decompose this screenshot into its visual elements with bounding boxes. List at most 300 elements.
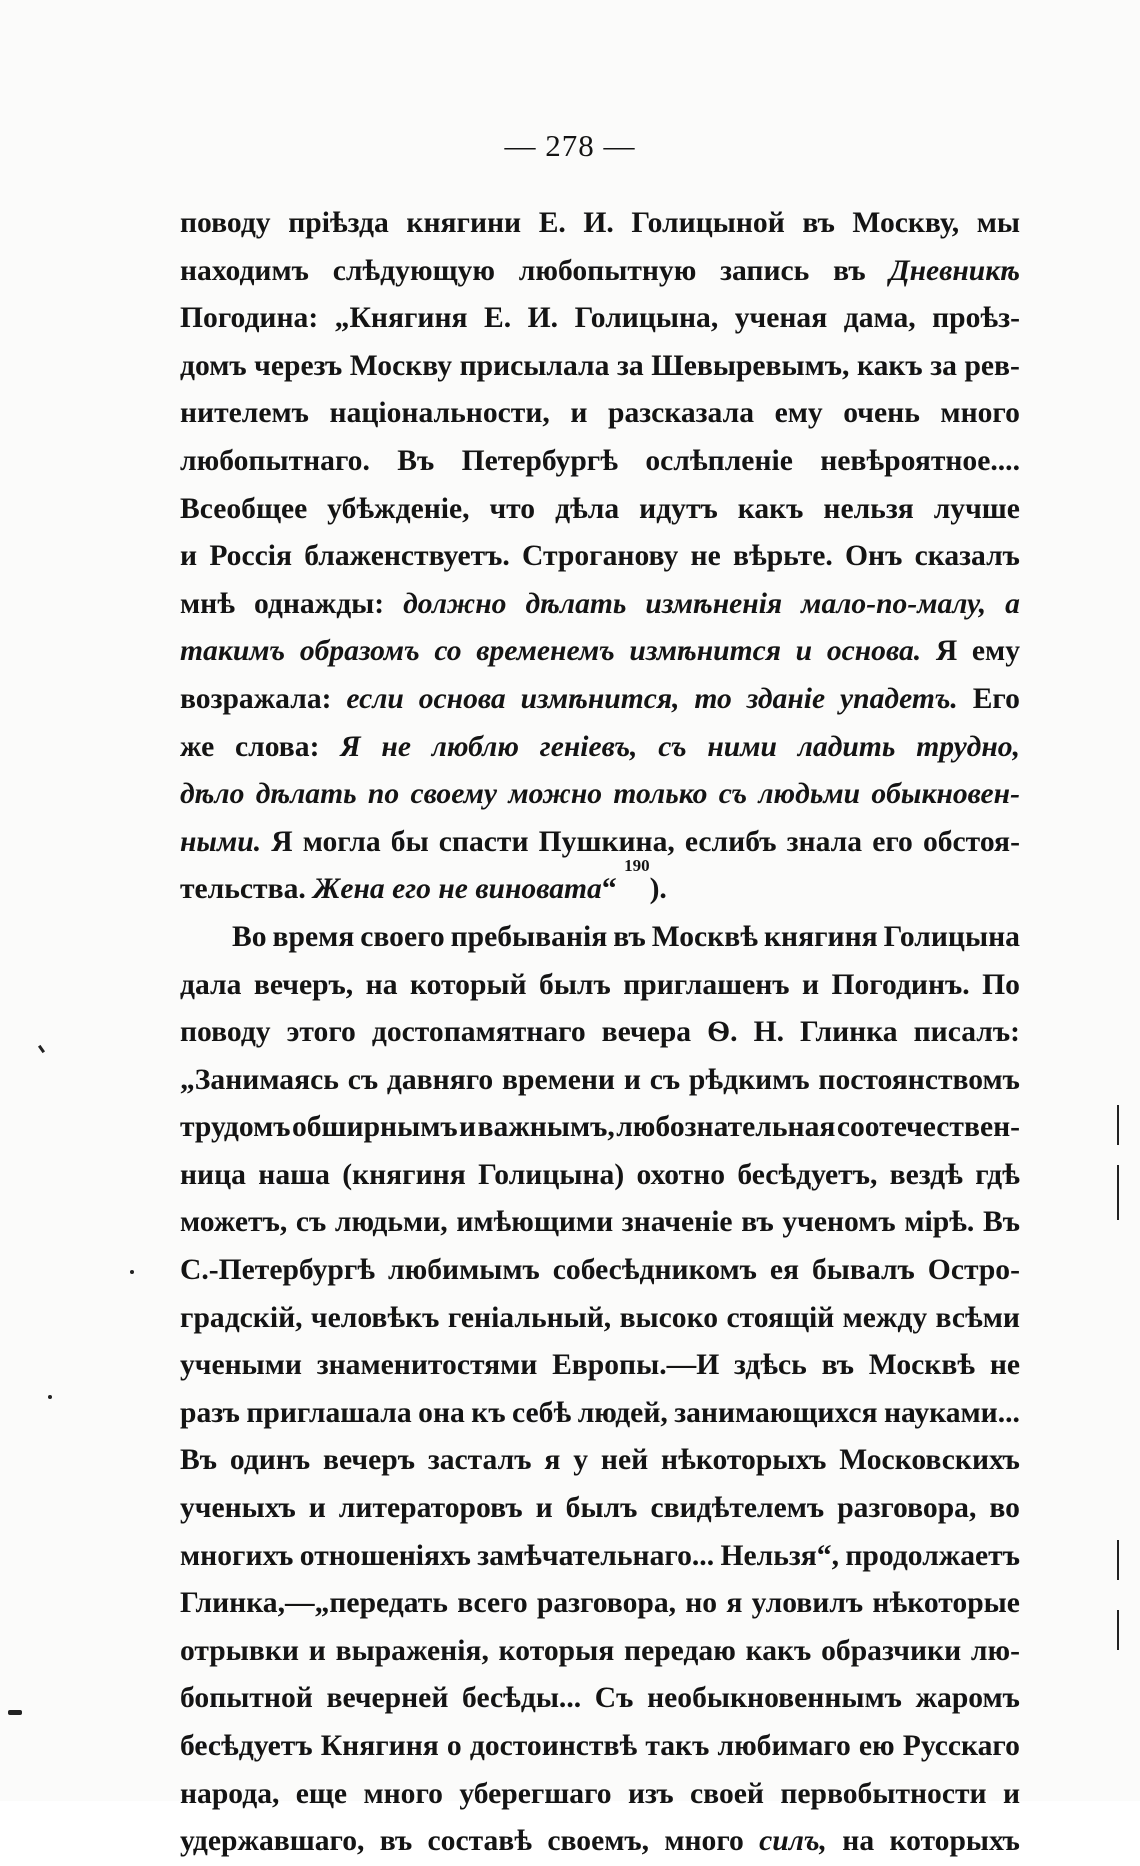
text-line [180,1104,1020,1152]
word: Россiя [209,540,292,573]
word: бы [390,825,429,858]
word: дама, [843,302,916,335]
word: сказалъ [914,540,1020,573]
word: Русскаго [902,1730,1020,1762]
word: Погодинъ. [831,968,970,1001]
text-line [180,962,1020,1010]
word: нацiональности, [329,397,550,430]
word: (княгиня [342,1158,466,1191]
word: княгиня [763,920,878,953]
word: трудомъ [180,1111,291,1144]
word: гдѣ [975,1158,1020,1191]
text-line [180,1485,1020,1533]
word: Съ [594,1682,634,1715]
word: бопытной [180,1682,313,1715]
word: зналa [786,825,863,858]
italic-word: основа [418,682,506,715]
word: Въ [397,444,435,477]
word: еслибъ [684,825,777,858]
word: которыя [498,1634,615,1667]
word: какъ [737,492,804,525]
word: его [872,825,913,858]
word: ). [649,873,667,906]
text-line [180,295,1020,343]
italic-word: такимъ [180,635,286,668]
word: составѣ [427,1825,533,1858]
italic-word: съ [658,730,687,763]
italic-word: измѣнится, [520,682,680,715]
word: ница [180,1158,246,1191]
word: мнѣ [180,587,235,620]
word: любознательная [616,1111,836,1144]
word: вечеръ, [253,968,354,1001]
word: былъ [539,968,611,1001]
word: бесѣды... [462,1682,582,1715]
word: былъ [565,1492,638,1525]
italic-word: измѣнится [629,635,781,668]
word: Я [935,635,958,668]
word: значенiе [621,1206,733,1239]
word: черезъ [254,349,343,382]
word: домъ [180,349,247,382]
word: вѣрьте. [732,540,833,573]
word: въ [833,254,866,287]
italic-word: силъ, [759,1825,827,1858]
text-line [180,1437,1020,1485]
italic-word: основа. [826,635,922,668]
word: важнымъ, [477,1111,615,1144]
word: передаю [624,1634,736,1667]
word: въ [802,207,835,239]
word: своемъ, [547,1825,650,1858]
word: много [363,1777,443,1810]
word: и [459,1111,477,1144]
word: себѣ [512,1396,572,1429]
word: дала [180,968,242,1001]
word: Я [271,825,293,858]
word: Голицыной [631,207,785,239]
word: и [308,1634,326,1667]
word: Пушкина, [538,825,675,858]
word: между [842,1301,928,1334]
scan-dot [48,1395,52,1399]
italic-word: зданiе [746,682,826,715]
word: который [409,968,527,1001]
word: образчики [821,1634,962,1667]
text-line [180,628,1020,676]
text-line [180,1390,1020,1438]
word: Въ [982,1206,1020,1239]
word: можетъ, [180,1206,288,1239]
word: бесѣдуетъ [180,1730,313,1762]
italic-word: по [367,778,400,811]
word: вечеръ [323,1444,415,1477]
text-line [180,819,1020,867]
word: собесѣдникомъ [552,1254,757,1287]
word: человѣкъ [310,1301,440,1334]
word: здѣсь [733,1349,807,1382]
word: идутъ [639,492,718,525]
word: людей, [577,1396,668,1429]
word: любопытную [518,254,697,287]
italic-word: должно [403,587,507,620]
word: наша [258,1158,330,1191]
italic-word: генiевъ, [539,730,638,763]
word: разъ [180,1396,240,1429]
word: давняго [386,1063,494,1096]
word: и [801,968,820,1001]
text-line [180,1199,1020,1247]
word: жаромъ [915,1682,1020,1715]
italic-word: упадетъ. [840,682,958,715]
word: „Княгиня [334,302,468,335]
word: съ [295,1206,327,1239]
italic-word: если [346,682,404,715]
word: изъ [627,1777,674,1810]
word: науками... [883,1396,1020,1429]
word: запись [720,254,810,287]
text-line [180,856,1020,914]
word: вечера [601,1016,692,1049]
word: нѣкоторые [872,1587,1020,1620]
word: рев- [964,349,1020,382]
text-line [180,533,1020,581]
scan-mark [8,1710,22,1715]
italic-word: и [795,635,813,668]
text-line [180,343,1020,391]
word: Остро- [927,1254,1020,1287]
word: и [535,1492,553,1525]
word: поводу [180,1016,271,1049]
italic-word: трудно, [916,730,1020,763]
word: Ѳ. [707,1016,738,1049]
word: Погодина: [180,302,319,335]
word: генiальный, [447,1301,612,1334]
word: Въ [180,1444,217,1477]
scan-mark [1117,1540,1119,1580]
word: могла [302,825,381,858]
word: на [365,968,398,1001]
word: за [616,349,644,382]
italic-word: только [613,778,708,811]
scan-mark [1117,1105,1119,1145]
text-line [180,486,1020,534]
word: ослѣпленiе [645,444,793,477]
word: знаменитостями [316,1349,538,1382]
text-line [180,1057,1020,1105]
word: не [989,1349,1020,1382]
word: Москву [349,349,453,382]
italic-word: ладить [797,730,896,763]
word: Онъ [845,540,903,573]
word: Москвѣ [651,920,758,953]
word: любимаго [717,1730,851,1762]
italic-word: а [1005,587,1020,620]
word: что [489,492,536,525]
word: своей [690,1777,764,1810]
word: литераторовъ [338,1492,523,1525]
word: уловилъ [751,1587,864,1620]
word: нельзя [823,492,914,525]
word: не [690,540,721,573]
word: Голицына, [574,302,719,335]
word: блаженствуетъ. [304,540,510,573]
word: продолжаетъ [845,1539,1020,1572]
word: у [573,1444,589,1477]
word: бывалъ [812,1254,915,1287]
word: время [272,920,355,953]
word: присылала [459,349,610,382]
word: Княгиня [320,1730,439,1762]
text-line [180,1533,1020,1581]
italic-word: своему [410,778,498,811]
word: ученыхъ [180,1492,296,1525]
word: возражала: [180,682,332,715]
scan-dot [130,1270,134,1274]
word: бесѣдуетъ, [737,1158,878,1191]
text-line [180,1628,1020,1676]
word: о [446,1730,462,1762]
word: Е. [538,207,566,239]
text-line [180,438,1020,486]
word: много [664,1825,744,1858]
word: проѣз- [932,302,1020,335]
word: я [544,1444,561,1477]
word: градскiй, [180,1301,303,1334]
italic-word: Дневникѣ [889,254,1020,287]
italic-word: измѣненiя [645,587,783,620]
word: писалъ: [913,1016,1020,1049]
word: за [930,349,957,382]
word: людьми, [334,1206,448,1239]
footnote-ref: 190 [624,856,650,876]
word: въ [379,1825,413,1858]
word: уберегшаго [459,1777,612,1810]
word: Петербургѣ [461,444,618,477]
text-line [180,676,1020,724]
word: ея [769,1254,800,1287]
word: какъ [856,349,923,382]
word: дѣла [555,492,620,525]
word: и [180,540,198,573]
scan-mark [1117,1165,1119,1220]
word: очень [843,397,920,430]
word: лучше [933,492,1020,525]
word: убѣжденiе, [327,492,470,525]
italic-word: съ [718,778,748,811]
word: но [685,1587,718,1620]
text-line [180,1675,1020,1723]
italic-word: образомъ [299,635,420,668]
word: прiѣзда [288,207,389,239]
italic-word: дѣлать [525,587,627,620]
word: ему [774,397,823,430]
word: приглашенъ [623,968,790,1001]
text-line [180,1009,1020,1057]
word: въ [741,1206,774,1239]
word: любимымъ [388,1254,540,1287]
paragraph [180,200,1020,914]
italic-word: люблю [431,730,519,763]
word: вечерней [326,1682,449,1715]
word: народа, [180,1777,280,1810]
word: приглашала [246,1396,412,1429]
word: охотно [636,1158,726,1191]
italic-word: не [381,730,411,763]
word: съ [347,1063,379,1096]
word: первобытности [780,1777,987,1810]
word: засталъ [427,1444,532,1477]
word: которыхъ [889,1825,1020,1858]
word: нѣкоторыхъ [661,1444,827,1477]
text-line [180,1771,1020,1819]
word: ученомъ [782,1206,896,1239]
word: „Занимаясь [180,1063,339,1096]
word: княгини [406,207,522,239]
word: разговора, [536,1587,677,1620]
word: къ [471,1396,506,1429]
italic-word: со [434,635,462,668]
word: стоящiй [726,1301,835,1334]
word: я [726,1587,743,1620]
word: и [570,397,588,430]
word: многихъ [180,1539,294,1572]
italic-word: дѣло [180,778,245,811]
italic-word: то [694,682,732,715]
word: Е. [484,302,512,335]
word: С.-Петербургѣ [180,1254,376,1287]
word: Строганову [522,540,679,573]
word: достоинствѣ [469,1730,638,1762]
text-line [180,1247,1020,1295]
italic-word: можно [508,778,603,811]
word: постоянствомъ [818,1063,1020,1096]
word: Московскихъ [839,1444,1020,1477]
word: слова: [235,730,320,763]
word: спасти [438,825,529,858]
word: вездѣ [889,1158,963,1191]
page-number: — 278 — [504,128,636,163]
word: “ [601,873,625,906]
word: И. [583,207,614,239]
word: Н. [753,1016,784,1049]
word: ею [858,1730,895,1762]
word: По [982,968,1020,1001]
word: Москвѣ [868,1349,976,1382]
text-line [180,1152,1020,1200]
text-line [180,248,1020,296]
word: и [1002,1777,1020,1810]
word: на [842,1825,875,1858]
italic-word: Жена его не виновата [313,873,602,906]
word: разсказала [607,397,755,430]
italic-word: Я [340,730,361,763]
text-line [180,1723,1020,1771]
word: обширнымъ [291,1111,458,1144]
word: нителемъ [180,397,309,430]
text-line [180,1295,1020,1343]
word: имѣющими [456,1206,614,1239]
italic-word: ными. [180,825,262,858]
italic-word: временемъ [476,635,615,668]
word: высоко [619,1301,719,1334]
word: Шевыревымъ, [651,349,850,382]
word: соотечествен- [836,1111,1020,1144]
word: одинъ [229,1444,311,1477]
word: Во [232,920,267,953]
word: во [989,1492,1020,1525]
text-line [180,771,1020,819]
text-line [180,1818,1020,1866]
word: замѣчательнаго... [477,1539,715,1572]
word: достопамятнаго [371,1016,586,1049]
text-line [180,581,1020,629]
word: много [940,397,1020,430]
word: обстоя- [922,825,1020,858]
word: ученая [734,302,828,335]
word: выраженiя, [335,1634,489,1667]
word: своего [360,920,445,953]
word: ней [600,1444,649,1477]
word: отрывки [180,1634,299,1667]
word: учеными [180,1349,302,1382]
word: отношенiяхъ [299,1539,471,1572]
italic-word: ними [707,730,777,763]
word: Глинка [800,1016,898,1049]
scan-mark [38,1045,45,1053]
word: Европы.—И [552,1349,720,1382]
word: Москву, [852,207,960,239]
word: этого [286,1016,356,1049]
text-line [180,390,1020,438]
word: находимъ [180,254,309,287]
word: любопытнаго. [180,444,370,477]
word: какъ [745,1634,812,1667]
word: всѣми [935,1301,1020,1334]
word: мы [976,207,1020,239]
word: невѣроятное.... [820,444,1020,477]
text-line [180,1580,1020,1628]
word: Голицына [883,920,1020,953]
word: еще [295,1777,348,1810]
word: и [308,1492,326,1525]
word: поводу [180,207,271,239]
word: мiрѣ. [904,1206,975,1239]
word: Нельзя“, [720,1539,839,1572]
word: удержавшаго, [180,1825,365,1858]
word: же [180,730,215,763]
paragraph [180,914,1020,1866]
word: времени [502,1063,615,1096]
italic-word: обыкновен- [871,778,1020,811]
italic-word: мало-по-малу, [801,587,987,620]
word: рѣдкимъ [688,1063,810,1096]
word: Всеобщее [180,492,308,525]
word: такъ [645,1730,710,1762]
word: Глинка,—„передать [180,1587,448,1620]
word: въ [821,1349,855,1382]
text-line [180,724,1020,772]
text-line [180,1342,1020,1390]
word: слѣдующую [332,254,495,287]
body-text [180,200,1020,1866]
italic-word: людьми [758,778,861,811]
word: пребыванiя [450,920,608,953]
word: Его [972,682,1020,715]
word: ему [971,635,1020,668]
text-line [180,200,1020,248]
word: и [623,1063,641,1096]
